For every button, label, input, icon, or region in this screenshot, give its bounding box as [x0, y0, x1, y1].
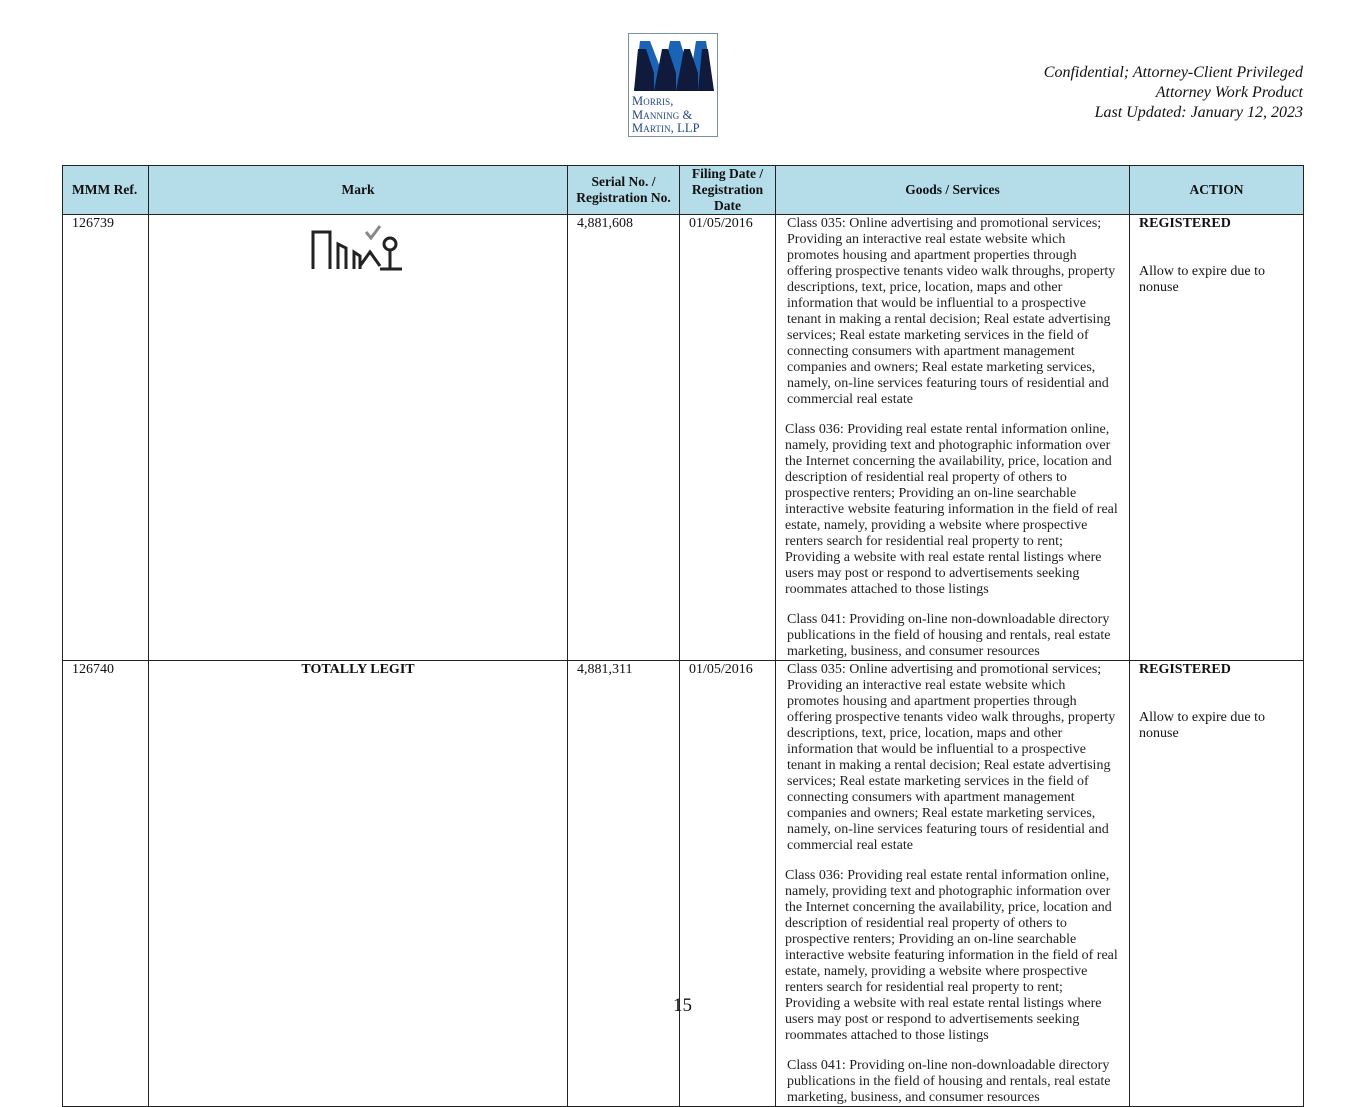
column-header-serial: Serial No. / Registration No. — [568, 166, 680, 215]
column-header-mark: Mark — [149, 166, 568, 215]
ref-cell: 126740 — [63, 661, 149, 1107]
action-cell — [1130, 215, 1304, 661]
column-header-action: ACTION — [1130, 166, 1304, 215]
mmm-monogram-icon — [632, 37, 716, 93]
goods-services-cell — [776, 215, 1130, 661]
page-number: 15 — [673, 995, 692, 1016]
class-036-entry: Class 036: Providing real estate rental information online, namely, providing text and photographic information over the Internet concerning the availability, price, location and description of residential real property of others to prospective renters; Providing an on-line searchable interactive website featuring information in the field of real estate, namely, providing a website where prospective renters search for residential real property to rent; Providing a website with real estate rental listings where users may post or respond to advertisements seeking roommates attached to those listings — [785, 422, 1118, 597]
goods-services-cell — [776, 661, 1130, 1107]
work-product-line: Attorney Work Product — [1155, 84, 1303, 101]
table-header-row — [63, 166, 1304, 215]
firm-name: Morris, Manning & Martin, LLP — [632, 94, 700, 135]
status-text: REGISTERED — [1139, 216, 1231, 231]
class-035-entry: Class 035: Online advertising and promotional services; Providing an interactive real estate website which promotes housing and apartment properties through offering prospective tenants video walk throughs, property descriptions, text, price, location, maps and other information that would be influential to a prospective tenant in making a rental decision; Real estate advertising services; Real estate marketing services in the field of connecting consumers with apartment management companies and owners; Real estate marketing services, namely, on-line services featuring tours of residential and commercial real estate — [787, 216, 1116, 407]
serial-cell: 4,881,608 — [568, 215, 680, 661]
firm-logo — [628, 33, 718, 137]
column-header-date: Filing Date / Registration Date — [680, 166, 776, 215]
class-041-entry: Class 041: Providing on-line non-downloadable directory publications in the field of housing and rentals, real estate marketing, business, and consumer resources — [787, 612, 1111, 659]
class-036-entry: Class 036: Providing real estate rental information online, namely, providing text and photographic information over the Internet concerning the availability, price, location and description of residential real property of others to prospective renters; Providing an on-line searchable interactive website featuring information in the field of real estate, namely, providing a website where prospective renters search for residential real property to rent; Providing a website with real estate rental listings where users may post or respond to advertisements seeking roommates attached to those listings — [785, 868, 1118, 1043]
class-035-entry: Class 035: Online advertising and promotional services; Providing an interactive real estate website which promotes housing and apartment properties through offering prospective tenants video walk throughs, property descriptions, text, price, location, maps and other information that would be influential to a prospective tenant in making a rental decision; Real estate advertising services; Real estate marketing services in the field of connecting consumers with apartment management companies and owners; Real estate marketing services, namely, on-line services featuring tours of residential and commercial real estate — [787, 662, 1116, 853]
date-cell: 01/05/2016 — [680, 661, 776, 1107]
class-041-entry: Class 041: Providing on-line non-downloadable directory publications in the field of housing and rentals, real estate marketing, business, and consumer resources — [787, 1058, 1111, 1105]
table-row — [63, 215, 1304, 661]
city-skyline-logo-icon — [310, 222, 406, 272]
ref-cell: 126739 — [63, 215, 149, 661]
date-cell: 01/05/2016 — [680, 215, 776, 661]
action-cell — [1130, 661, 1304, 1107]
last-updated-line: Last Updated: January 12, 2023 — [1094, 104, 1303, 121]
table-row — [63, 661, 1304, 1107]
column-header-goods: Goods / Services — [776, 166, 1130, 215]
confidentiality-line: Confidential; Attorney-Client Privileged — [1043, 64, 1303, 81]
confidentiality-header — [1044, 63, 1303, 123]
action-note: Allow to expire due to nonuse — [1139, 264, 1265, 295]
serial-cell: 4,881,311 — [568, 661, 680, 1107]
trademark-table — [62, 165, 1304, 1107]
status-text: REGISTERED — [1139, 662, 1231, 677]
action-note: Allow to expire due to nonuse — [1139, 710, 1265, 741]
column-header-ref: MMM Ref. — [63, 166, 149, 215]
mark-cell: TOTALLY LEGIT — [149, 661, 568, 1107]
mark-cell — [149, 215, 568, 661]
